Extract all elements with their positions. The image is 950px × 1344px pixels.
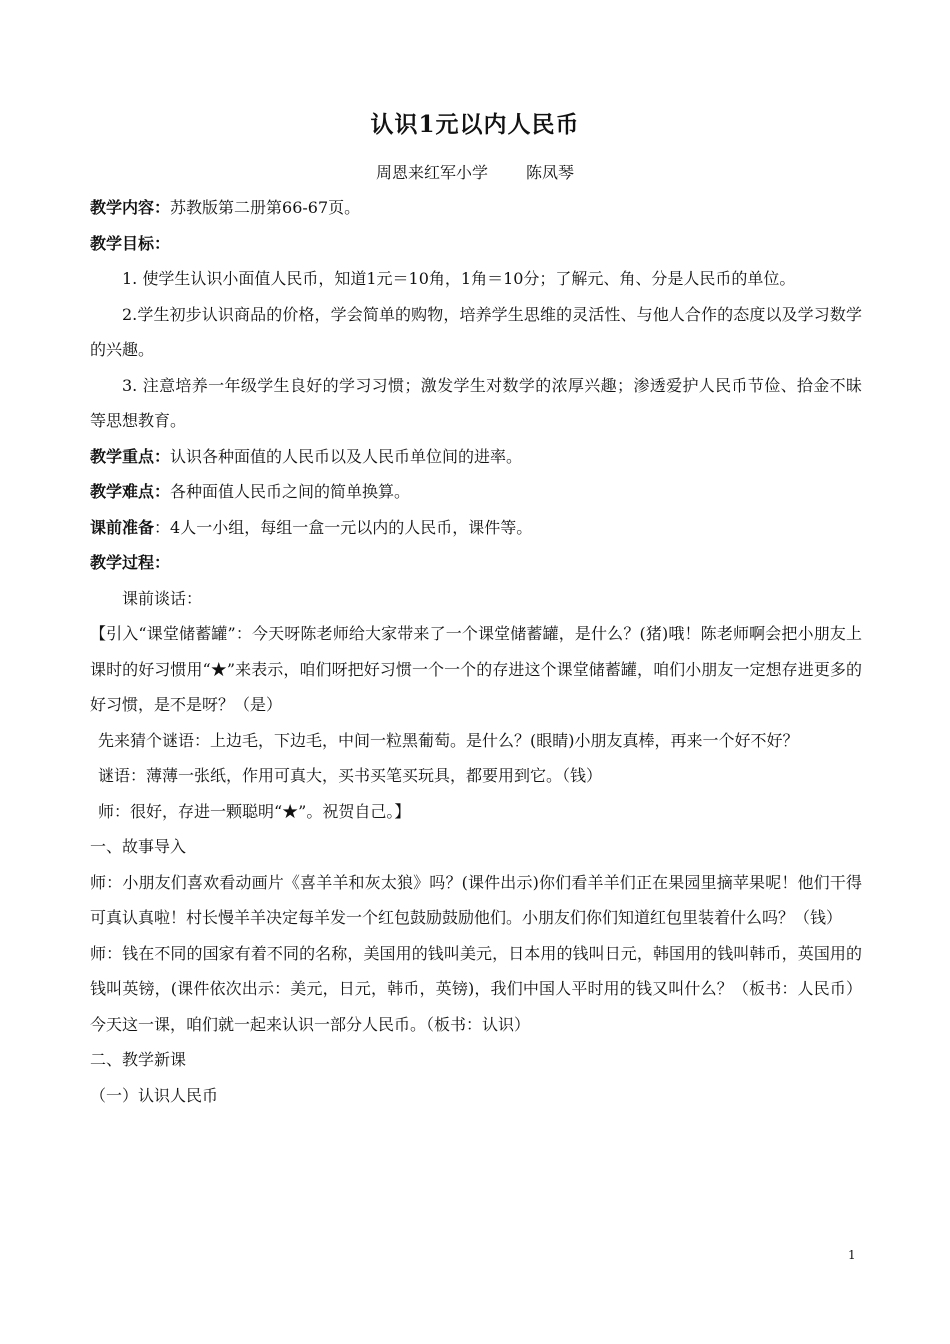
goals-label: 教学目标： <box>90 233 171 253</box>
document-body <box>90 190 862 1113</box>
section-2-heading: 二、教学新课 <box>90 1050 187 1069</box>
document-title: 认识1元以内人民币 <box>370 111 580 138</box>
story-paragraph-1: 师：小朋友们喜欢看动画片《喜羊羊和灰太狼》吗？(课件出示)你们看羊羊们正在果园里摘苹果呢！他们干得可真认真啦！村长慢羊羊决定每羊发一个红包鼓励鼓励他们。小朋友们你们知道红包里装着什么吗？（钱） <box>90 872 862 927</box>
key-point-line <box>90 439 862 475</box>
prep-text: ：4人一小组，每组一盒一元以内的人民币，课件等。 <box>154 517 533 537</box>
content-text: 苏教版第二册第66-67页。 <box>170 198 361 217</box>
riddle-1: 先来猜个谜语：上边毛，下边毛，中间一粒黑葡萄。是什么？(眼睛)小朋友真棒，再来一个好不好？ <box>98 730 799 750</box>
story-paragraph-2: 师：钱在不同的国家有着不同的名称，美国用的钱叫美元，日本用的钱叫日元，韩国用的钱叫韩币，英国用的钱叫英镑，(课件依次出示：美元，日元，韩币，英镑)，我们中国人平时用的钱又叫什么？（板书：人民币）今天这一课，咱们就一起来认识一部分人民币。（板书：认识） <box>90 943 862 1034</box>
prep-label: 课前准备 <box>90 517 155 537</box>
praise-line: 师：很好，存进一颗聪明“★”。祝贺自己。】 <box>98 801 411 821</box>
difficulty-line <box>90 474 862 510</box>
intro-paragraph: 【引入“课堂储蓄罐”：今天呀陈老师给大家带来了一个课堂储蓄罐，是什么？(猪)哦！陈老师啊会把小朋友上课时的好习惯用“★”来表示，咱们呀把好习惯一个一个的存进这个课堂储蓄罐，咱们小朋友一定想存进更多的好习惯，是不是呀？（是） <box>90 624 862 714</box>
goal-item-3: 3. 注意培养一年级学生良好的学习习惯；激发学生对数学的浓厚兴趣；渗透爱护人民币节俭、拾金不昧等思想教育。 <box>90 375 862 430</box>
section-1-heading: 一、故事导入 <box>90 837 187 856</box>
process-label: 教学过程： <box>90 553 171 572</box>
key-point-label: 教学重点： <box>90 446 171 466</box>
pre-talk: 课前谈话： <box>122 588 203 608</box>
key-point-text: 认识各种面值的人民币以及人民币单位间的进率。 <box>170 446 523 466</box>
author-line <box>0 160 950 183</box>
difficulty-text: 各种面值人民币之间的简单换算。 <box>170 482 411 501</box>
difficulty-label: 教学难点： <box>90 482 171 501</box>
goal-item-2: 2.学生初步认识商品的价格，学会简单的购物，培养学生思维的灵活性、与他人合作的态度以及学习数学的兴趣。 <box>90 304 862 359</box>
author-name: 陈凤琴 <box>526 163 575 182</box>
goal-item-1: 1. 使学生认识小面值人民币，知道1元＝10角，1角＝10分；了解元、角、分是人民币的单位。 <box>122 269 796 288</box>
riddle-2: 谜语：薄薄一张纸，作用可真大，买书买笔买玩具，都要用到它。（钱） <box>98 766 603 785</box>
page-number: 1 <box>848 1248 856 1262</box>
prep-line <box>90 510 862 546</box>
content-line <box>90 190 862 226</box>
author-school: 周恩来红军小学 <box>375 163 488 182</box>
subsection-1-heading: （一）认识人民币 <box>90 1085 219 1105</box>
content-label: 教学内容： <box>90 198 171 217</box>
